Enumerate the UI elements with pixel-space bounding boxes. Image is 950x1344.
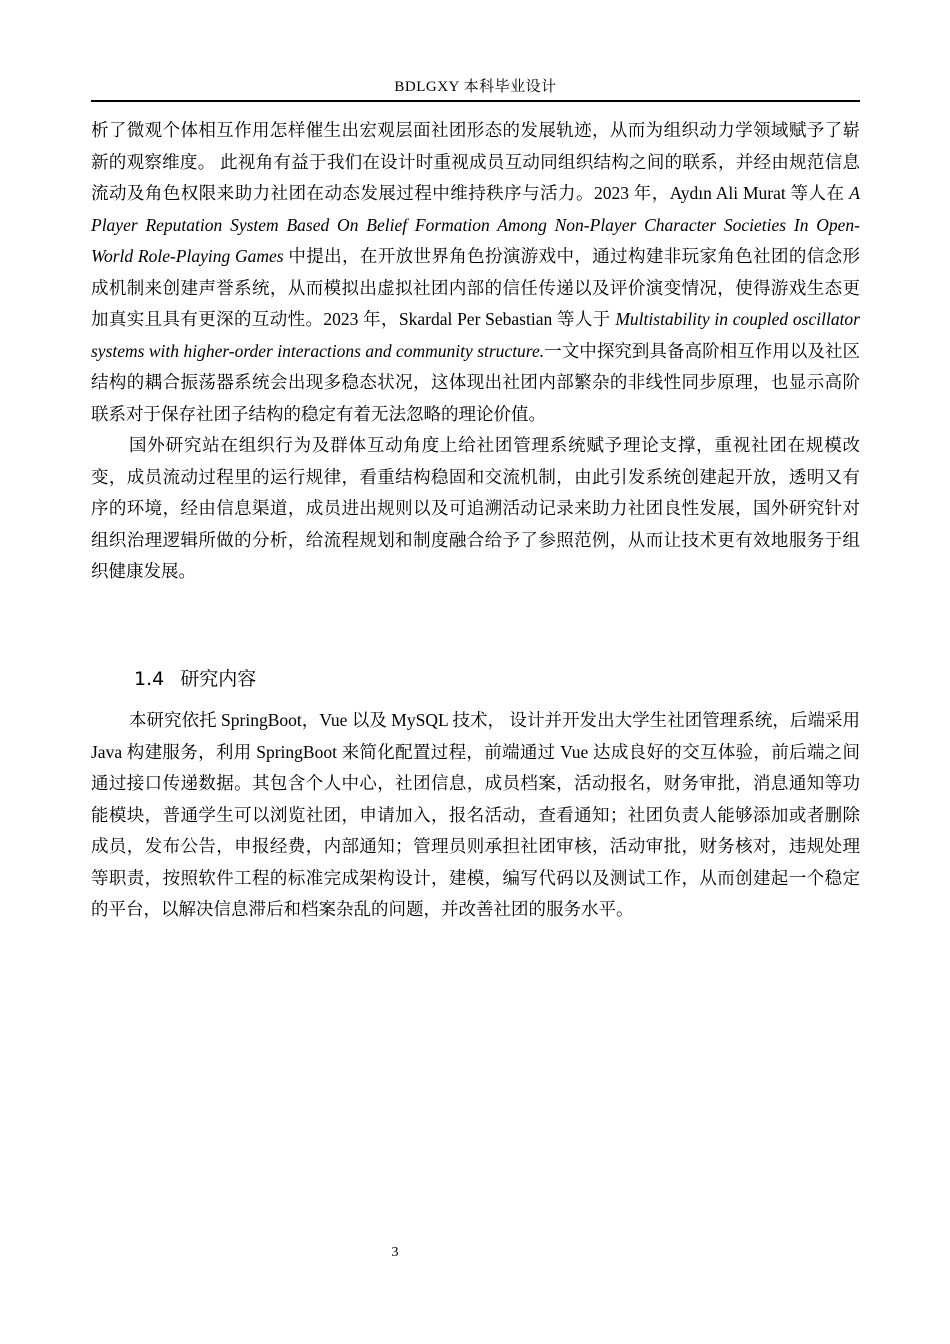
header-divider bbox=[91, 100, 860, 102]
body-text-bottom bbox=[91, 705, 860, 926]
section-heading bbox=[134, 664, 256, 694]
cited-title: Multistability in coupled oscillator systems with higher-order interactions and community structure. bbox=[91, 309, 860, 361]
paragraph: 国外研究站在组织行为及群体互动角度上给社团管理系统赋予理论支撑，重视社团在规模改变，成员流动过程里的运行规律，看重结构稳固和交流机制，由此引发系统创建起开放，透明又有序的环境，经由信息渠道，成员进出规则以及可追溯活动记录来助力社团良性发展，国外研究针对组织治理逻辑所做的分析，给流程规划和制度融合给予了参照范例，从而让技术更有效地服务于组织健康发展。 bbox=[91, 435, 860, 581]
paragraph-continuation bbox=[91, 115, 860, 430]
paragraph-text: 析了微观个体相互作用怎样催生出宏观层面社团形态的发展轨迹，从而为组织动力学领域赋予了崭新的观察维度。 此视角有益于我们在设计时重视成员互动同组织结构之间的联系，并经由规范信息流动及角色权限来助力社团在动态发展过程中维持秩序与活力。2023 年，Aydın Ali Murat 等人在 bbox=[91, 120, 860, 203]
paragraph: 本研究依托 SpringBoot，Vue 以及 MySQL 技术， 设计并开发出大学生社团管理系统，后端采用 Java 构建服务，利用 SpringBoot 来简化配置过程，前端通过 Vue 达成良好的交互体验，前后端之间通过接口传递数据。其包含个人中心，社团信息，成员档案，活动报名，财务审批，消息通知等功能模块，普通学生可以浏览社团，申请加入，报名活动，查看通知；社团负责人能够添加或者删除成员，发布公告，申报经费，内部通知；管理员则承担社团审核，活动审批，财务核对，违规处理等职责，按照软件工程的标准完成架构设计，建模，编写代码以及测试工作，从而创建起一个稳定的平台，以解决信息滞后和档案杂乱的问题，并改善社团的服务水平。 bbox=[91, 710, 860, 919]
cited-title: A Player Reputation System Based On Belief Formation Among Non-Player Character Societies In Open-World Role-Playing Games bbox=[91, 183, 860, 266]
page-header: BDLGXY 本科毕业设计 bbox=[394, 79, 557, 95]
section-title: 研究内容 bbox=[180, 668, 257, 690]
section-number: 1.4 bbox=[134, 668, 165, 690]
paragraph-text: 一文中探究到具备高阶相互作用以及社区结构的耦合振荡器系统会出现多稳态状况，这体现出社团内部繁杂的非线性同步原理，也显示高阶联系对于保存社团子结构的稳定有着无法忽略的理论价值。 bbox=[91, 340, 861, 424]
page-number: 3 bbox=[391, 1245, 399, 1260]
body-text-top bbox=[91, 115, 860, 588]
paragraph-text: 中提出，在开放世界角色扮演游戏中，通过构建非玩家角色社团的信念形成机制来创建声誉系统，从而模拟出虚拟社团内部的信任传递以及评价演变情况，使得游戏生态更加真实且具有更深的互动性。2023 年，Skardal Per Sebastian 等人于 bbox=[91, 246, 860, 329]
